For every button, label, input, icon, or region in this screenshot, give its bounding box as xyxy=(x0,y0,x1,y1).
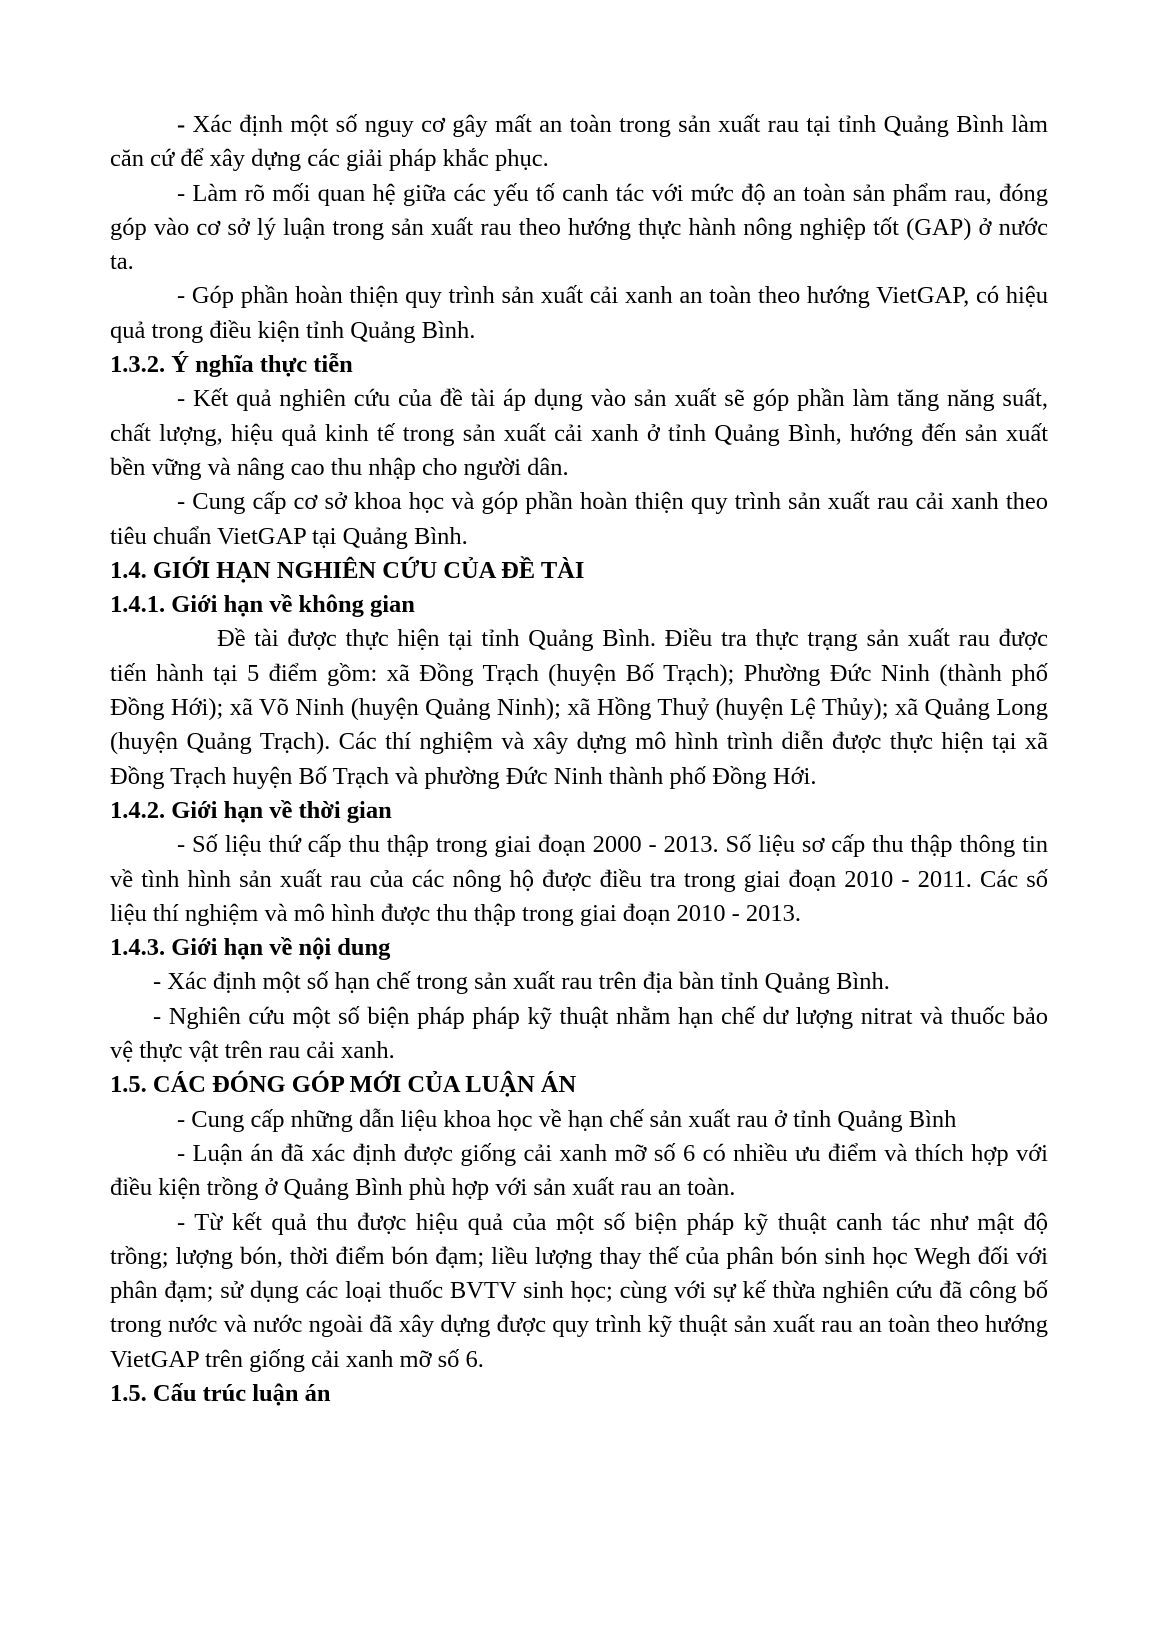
heading-1-4-3: 1.4.3. Giới hạn về nội dung xyxy=(110,934,391,962)
paragraph-objective-process: - Góp phần hoàn thiện quy trình sản xuất cải xanh an toàn theo hướng VietGAP, có hiệu quả trong điều kiện tỉnh Quảng Bình. xyxy=(110,282,1048,344)
paragraph-objective-relationship: - Làm rõ mối quan hệ giữa các yếu tố canh tác với mức độ an toàn sản phẩm rau, đóng góp vào cơ sở lý luận trong sản xuất rau theo hướng thực hành nông nghiệp tốt (GAP) ở nước ta. xyxy=(110,179,1048,276)
bold-dash: - xyxy=(177,111,186,138)
paragraph-contribution-1: - Cung cấp những dẫn liệu khoa học về hạn chế sản xuất rau ở tỉnh Quảng Bình xyxy=(177,1105,957,1133)
heading-1-5-contributions: 1.5. CÁC ĐÓNG GÓP MỚI CỦA LUẬN ÁN xyxy=(110,1071,577,1099)
paragraph-contribution-3: - Từ kết quả thu được hiệu quả của một số biện pháp kỹ thuật canh tác như mật độ trồng; lượng bón, thời điểm bón đạm; liều lượng thay thế của phân bón sinh học Wegh đối với phân đạm; sử dụng các loại thuốc BVTV sinh học; cùng với sự kế thừa nghiên cứu đã công bố trong nước và nước ngoài đã xây dựng được quy trình kỹ thuật sản xuất rau an toàn theo hướng VietGAP trên giống cải xanh mỡ số 6. xyxy=(110,1208,1048,1373)
document-page xyxy=(110,108,1048,1411)
paragraph-time-limits: - Số liệu thứ cấp thu thập trong giai đoạn 2000 - 2013. Số liệu sơ cấp thu thập thông tin về tình hình sản xuất rau của các nông hộ được điều tra trong giai đoạn 2010 - 2011. Các số liệu thí nghiệm và mô hình được thu thập trong giai đoạn 2010 - 2013. xyxy=(110,831,1048,927)
heading-1-3-2: 1.3.2. Ý nghĩa thực tiễn xyxy=(110,351,353,379)
paragraph-contribution-2: - Luận án đã xác định được giống cải xanh mỡ số 6 có nhiều ưu điểm và thích hợp với điều kiện trồng ở Quảng Bình phù hợp với sản xuất rau an toàn. xyxy=(110,1139,1048,1202)
heading-1-5-structure: 1.5. Cấu trúc luận án xyxy=(110,1379,331,1407)
paragraph-practical-results: - Kết quả nghiên cứu của đề tài áp dụng vào sản xuất sẽ góp phần làm tăng năng suất, chất lượng, hiệu quả kinh tế trong sản xuất cải xanh ở tỉnh Quảng Bình, hướng đến sản xuất bền vững và nâng cao thu nhập cho người dân. xyxy=(110,385,1048,481)
heading-1-4-2: 1.4.2. Giới hạn về thời gian xyxy=(110,796,392,824)
paragraph-space-limits: Đề tài được thực hiện tại tỉnh Quảng Bình. Điều tra thực trạng sản xuất rau được tiến hành tại 5 điểm gồm: xã Đồng Trạch (huyện Bố Trạch); Phường Đức Ninh (thành phố Đồng Hới); xã Võ Ninh (huyện Quảng Ninh); xã Hồng Thuỷ (huyện Lệ Thủy); xã Quảng Long (huyện Quảng Trạch). Các thí nghiệm và xây dựng mô hình trình diễn được thực hiện tại xã Đồng Trạch huyện Bố Trạch và phường Đức Ninh thành phố Đồng Hới. xyxy=(110,625,1048,790)
paragraph-content-limits-2: - Nghiên cứu một số biện pháp pháp kỹ thuật nhằm hạn chế dư lượng nitrat và thuốc bảo vệ thực vật trên rau cải xanh. xyxy=(110,1002,1048,1065)
paragraph-objective-risk-text: Xác định một số nguy cơ gây mất an toàn trong sản xuất rau tại tỉnh Quảng Bình làm căn cứ để xây dựng các giải pháp khắc phục. xyxy=(110,111,1048,173)
heading-1-4: 1.4. GIỚI HẠN NGHIÊN CỨU CỦA ĐỀ TÀI xyxy=(110,556,585,584)
paragraph-objective-risk xyxy=(110,108,1048,177)
paragraph-content-limits-1: - Xác định một số hạn chế trong sản xuất rau trên địa bàn tỉnh Quảng Bình. xyxy=(153,968,890,996)
paragraph-practical-basis: - Cung cấp cơ sở khoa học và góp phần hoàn thiện quy trình sản xuất rau cải xanh theo tiêu chuẩn VietGAP tại Quảng Bình. xyxy=(110,488,1048,550)
heading-1-4-1: 1.4.1. Giới hạn về không gian xyxy=(110,591,415,619)
